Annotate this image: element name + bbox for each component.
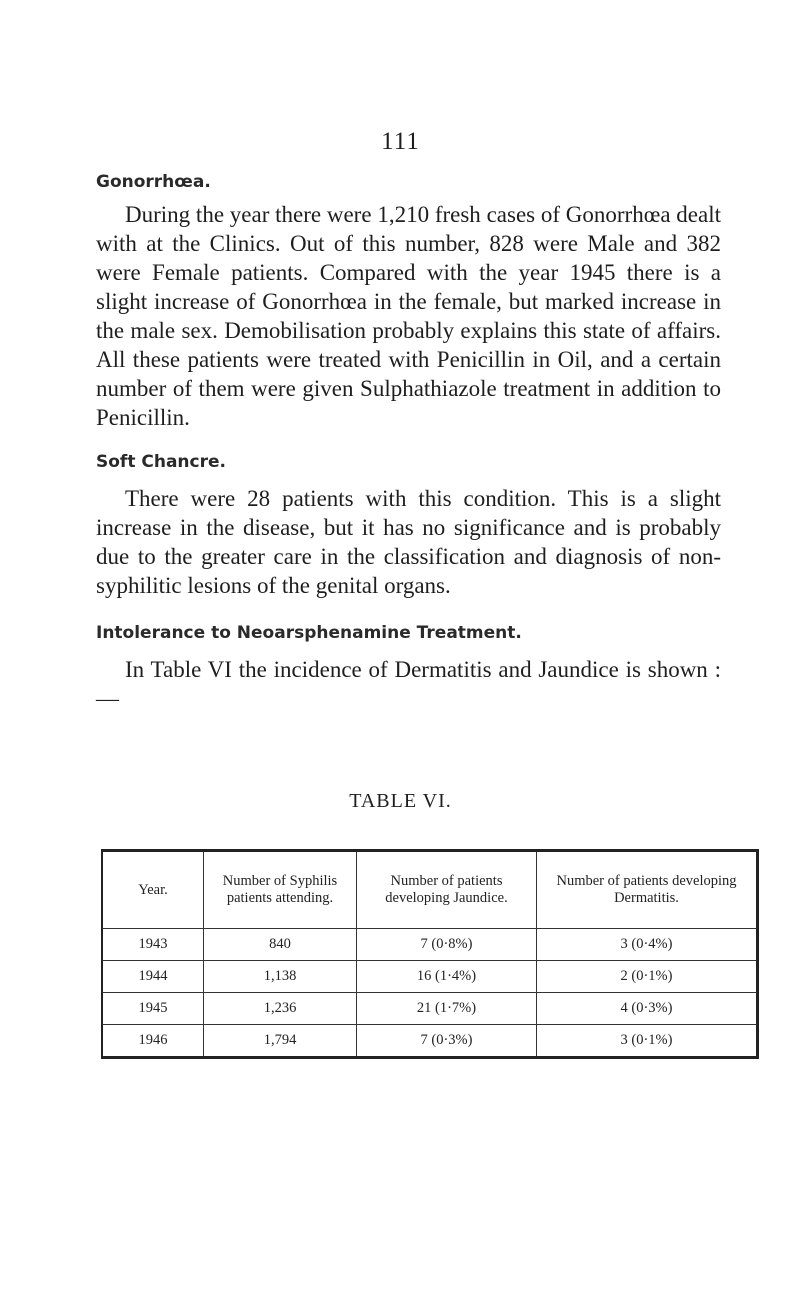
header-year: Year.	[102, 851, 204, 929]
table-row	[102, 929, 758, 961]
cell-syphilis: 1,236	[204, 993, 357, 1025]
cell-year: 1944	[102, 961, 204, 993]
table-header-row	[102, 851, 758, 929]
header-syphilis-patients: Number of Syphilis patients attending.	[204, 851, 357, 929]
table-row	[102, 993, 758, 1025]
cell-dermatitis: 3 (0·1%)	[537, 1025, 758, 1058]
cell-syphilis: 1,794	[204, 1025, 357, 1058]
gonorrhoea-heading: Gonorrhœa.	[96, 172, 211, 192]
table-row	[102, 1025, 758, 1058]
cell-jaundice: 7 (0·8%)	[357, 929, 537, 961]
table-title: TABLE VI.	[349, 790, 452, 812]
cell-year: 1943	[102, 929, 204, 961]
page-number: 111	[381, 128, 420, 155]
gonorrhoea-paragraph: During the year there were 1,210 fresh cases of Gonorrhœa dealt with at the Clinics. Out of this number, 828 were Male and 382 were Female patients. Compared with the year 1945 there is a slight increase of Gonorrhœa in the female, but marked increase in the male sex. Demobilisation probably explains this state of affairs. All these patients were treated with Penicillin in Oil, and a certain number of them were given Sulphathiazole treatment in addition to Penicillin.	[96, 202, 721, 430]
intolerance-heading: Intolerance to Neoarsphenamine Treatment.	[96, 623, 522, 643]
cell-year: 1945	[102, 993, 204, 1025]
cell-year: 1946	[102, 1025, 204, 1058]
cell-jaundice: 16 (1·4%)	[357, 961, 537, 993]
soft-chancre-paragraph: There were 28 patients with this condition. This is a slight increase in the disease, but it has no significance and is probably due to the greater care in the classification and diagnosis of non-syphilitic lesions of the genital organs.	[96, 486, 721, 598]
soft-chancre-heading: Soft Chancre.	[96, 452, 226, 472]
incidence-table	[101, 849, 759, 1059]
cell-dermatitis: 4 (0·3%)	[537, 993, 758, 1025]
cell-syphilis: 1,138	[204, 961, 357, 993]
cell-syphilis: 840	[204, 929, 357, 961]
cell-jaundice: 21 (1·7%)	[357, 993, 537, 1025]
cell-dermatitis: 3 (0·4%)	[537, 929, 758, 961]
header-dermatitis: Number of patients developing Dermatitis.	[537, 851, 758, 929]
intolerance-paragraph: In Table VI the incidence of Dermatitis and Jaundice is shown :—	[96, 657, 721, 711]
header-jaundice: Number of patients developing Jaundice.	[357, 851, 537, 929]
cell-jaundice: 7 (0·3%)	[357, 1025, 537, 1058]
table-row	[102, 961, 758, 993]
cell-dermatitis: 2 (0·1%)	[537, 961, 758, 993]
